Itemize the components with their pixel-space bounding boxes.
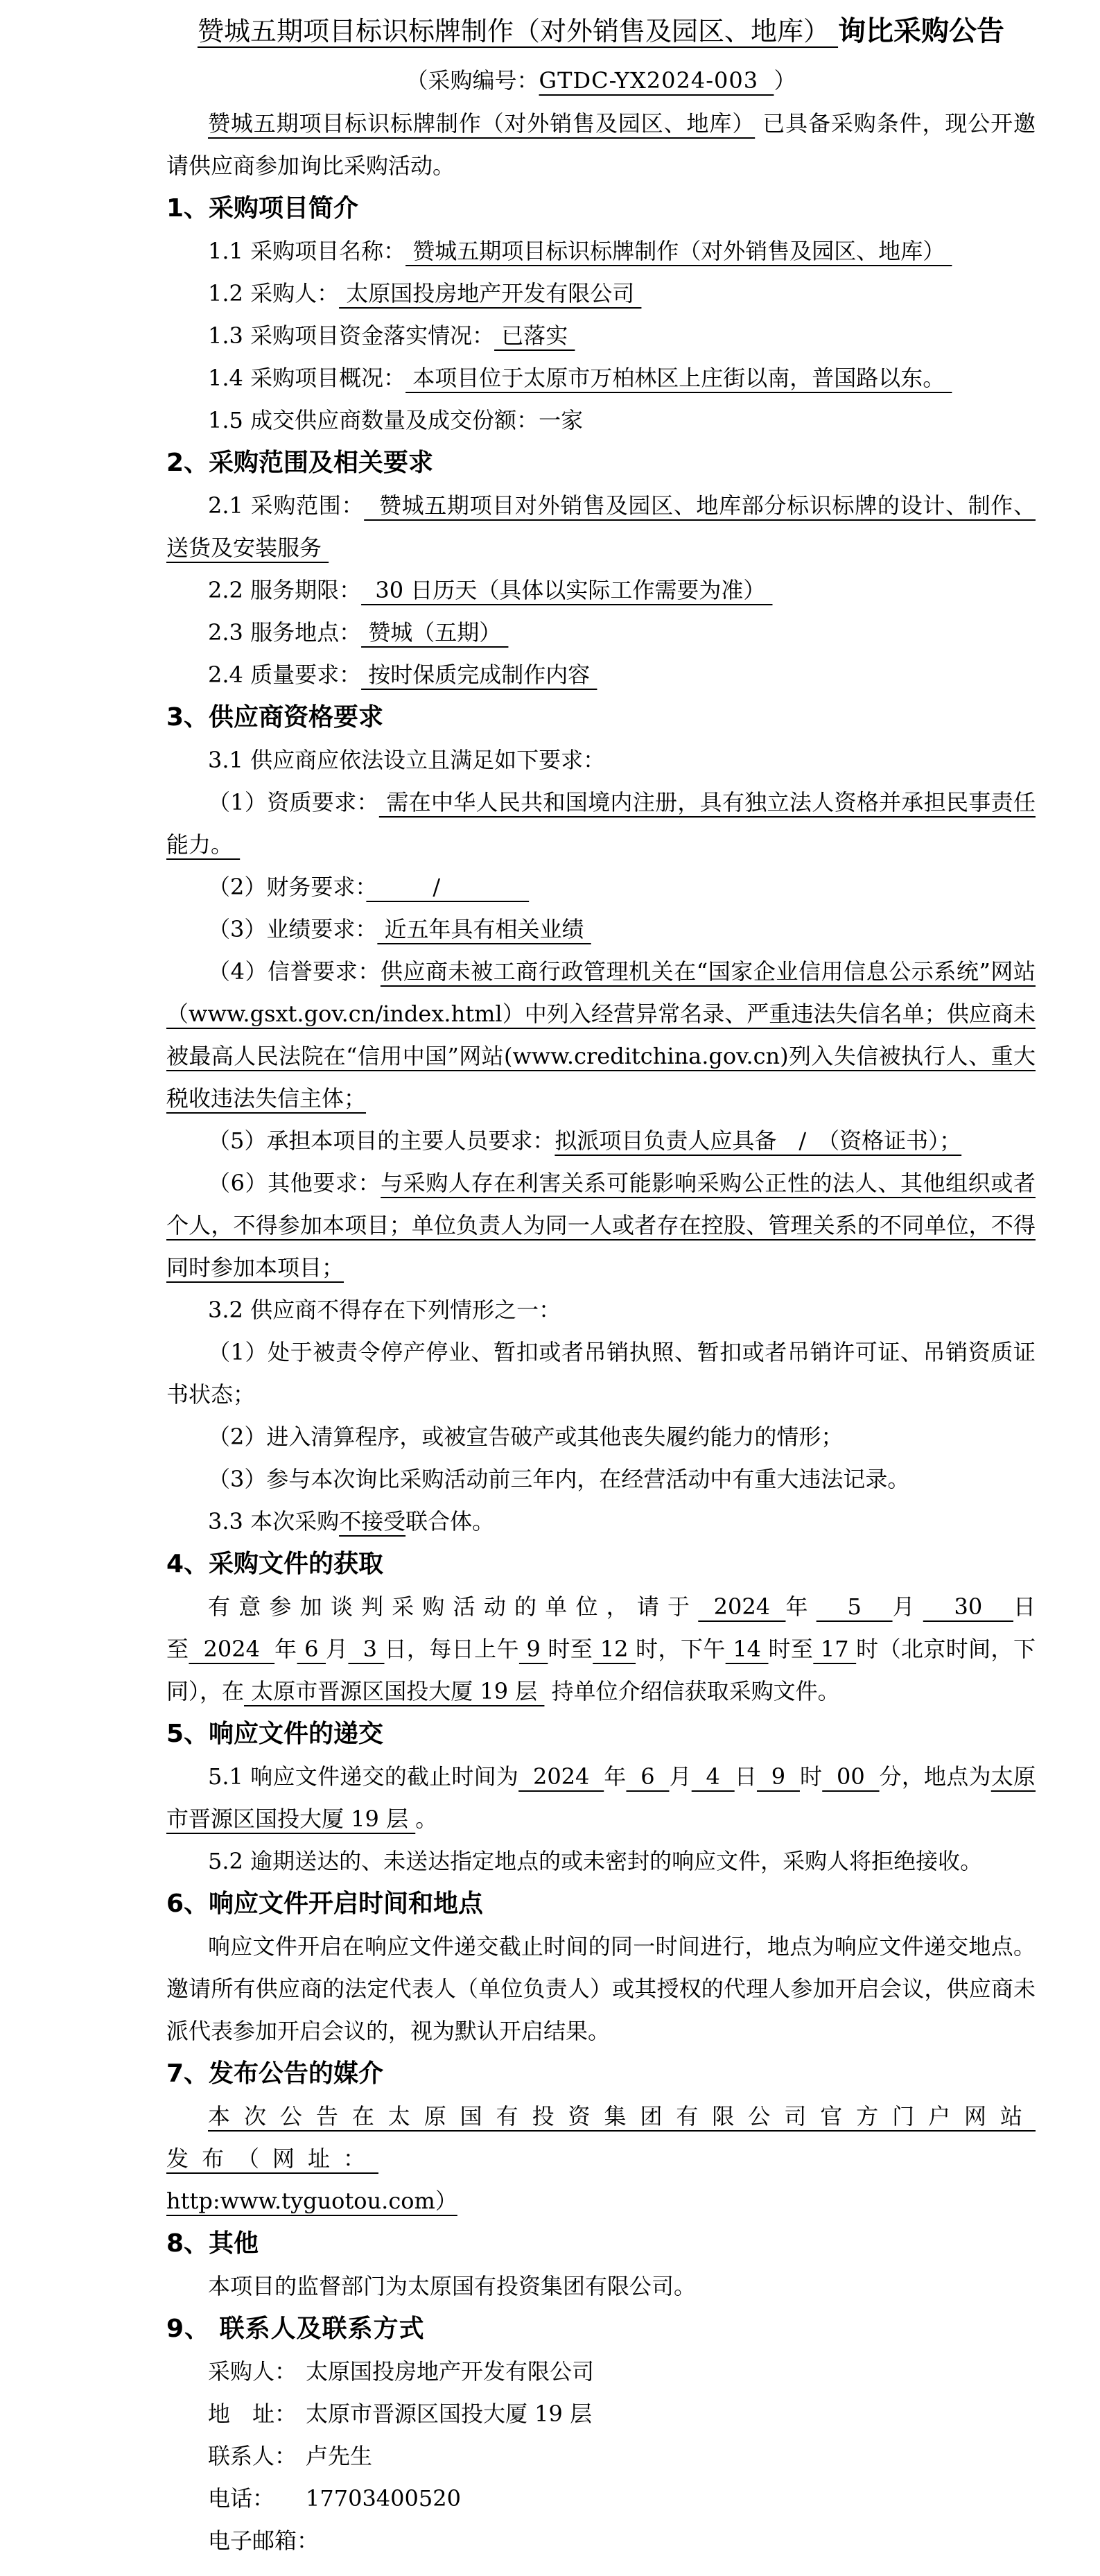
item-3-3 — [166, 1501, 1036, 1543]
qualification-requirement-3 — [166, 908, 1036, 951]
item-1-3-label: 1.3 采购项目资金落实情况： — [208, 322, 495, 349]
item-1-4-label: 1.4 采购项目概况： — [208, 365, 406, 391]
intro-paragraph — [166, 103, 1036, 187]
q3-value: 近五年具有相关业绩 — [377, 916, 591, 942]
announcement-media-line-1 — [166, 2095, 1036, 2180]
item-3-3-post: 联合体。 — [405, 1508, 495, 1535]
q4-value: 供应商未被工商行政管理机关在“国家企业信用信息公示系统”网站（www.gsxt.gov.cn/index.html）中列入经营异常名录、严重违法失信名单；供应商未被最高人民法院在“信用中国”网站(www.creditchina.gov.cn)列入失信被执行人、重大税收违法失信主体； — [166, 958, 1036, 1112]
s5-text-5: 时 — [799, 1763, 823, 1790]
announcement-media-line-2 — [166, 2180, 1036, 2222]
contact-address-label: 地 址： — [208, 2401, 297, 2427]
item-2-3 — [166, 612, 1036, 654]
item-1-4 — [166, 357, 1036, 399]
s4-text-9: 时，下午 — [636, 1636, 726, 1662]
item-1-4-value: 本项目位于太原市万柏林区上庄街以南，普国路以东。 — [405, 365, 952, 391]
section-7-heading: 7、发布公告的媒介 — [166, 2059, 384, 2088]
item-5-2: 5.2 逾期送达的、未送达指定地点的或未密封的响应文件，采购人将拒绝接收。 — [208, 1848, 983, 1874]
q4-label: （4）信誉要求： — [208, 958, 381, 985]
prohibited-condition-2: （2）进入清算程序，或被宣告破产或其他丧失履约能力的情形； — [208, 1424, 844, 1450]
item-2-2-label: 2.2 服务期限： — [208, 577, 362, 603]
document-acquisition-paragraph — [166, 1586, 1036, 1713]
procurement-code: GTDC-YX2024-003 — [539, 67, 774, 94]
item-2-4-label: 2.4 质量要求： — [208, 662, 362, 688]
s4-text-7: 日，每日上午 — [384, 1636, 519, 1662]
qualification-requirement-5 — [166, 1120, 1036, 1162]
item-2-1 — [166, 485, 1036, 569]
item-1-1 — [166, 230, 1036, 273]
s5-hour: 9 — [756, 1763, 800, 1790]
s5-address: 太原市晋源区国投大厦 19 层 — [166, 1763, 1036, 1832]
media-statement: 本次公告在太原国有投资集团有限公司官方门户网站发布（网址： — [166, 2103, 1036, 2172]
contact-row-address — [166, 2393, 1036, 2435]
contact-phone-label: 电话： — [208, 2485, 275, 2512]
item-1-1-label: 1.1 采购项目名称： — [208, 238, 406, 264]
item-2-1-label: 2.1 采购范围： — [208, 492, 365, 519]
s4-hour-pm-end: 17 — [813, 1636, 857, 1662]
s5-year: 2024 — [518, 1763, 604, 1790]
s4-hour-am-start: 9 — [518, 1636, 548, 1662]
section-6-heading: 6、响应文件开启时间和地点 — [166, 1890, 484, 1918]
item-3-1: 3.1 供应商应依法设立且满足如下要求： — [208, 747, 606, 773]
item-2-2-value: 30 日历天（具体以实际工作需要为准） — [361, 577, 773, 603]
s5-text-6: 分，地点为 — [879, 1763, 991, 1790]
supervision-paragraph: 本项目的监督部门为太原国有投资集团有限公司。 — [208, 2273, 697, 2299]
s5-day: 4 — [691, 1763, 735, 1790]
q1-value: 需在中华人民共和国境内注册，具有独立法人资格并承担民事责任能力。 — [166, 789, 1036, 858]
item-2-4 — [166, 654, 1036, 696]
title-project-name: 赞城五期项目标识标牌制作（对外销售及园区、地库） — [197, 16, 839, 46]
contact-purchaser-value: 太原国投房地产开发有限公司 — [306, 2358, 595, 2385]
s4-text-4: 日至 — [166, 1593, 1036, 1662]
section-5-heading: 5、响应文件的递交 — [166, 1720, 384, 1748]
s4-text-5: 年 — [274, 1636, 297, 1662]
s4-text-1: 有意参加谈判采购活动的单位，请于 — [208, 1593, 699, 1620]
contact-person-label: 联系人： — [208, 2443, 297, 2469]
s5-text-2: 年 — [604, 1763, 627, 1790]
section-1-heading: 1、采购项目简介 — [166, 194, 359, 223]
item-1-2 — [166, 273, 1036, 315]
s4-day-start: 30 — [923, 1593, 1014, 1620]
s4-text-3: 月 — [892, 1593, 923, 1620]
s4-day-end: 3 — [348, 1636, 385, 1662]
section-2-heading: 2、采购范围及相关要求 — [166, 449, 434, 477]
website-url: http:www.tyguotou.com） — [166, 2188, 457, 2214]
title-announcement-type: 询比采购公告 — [838, 15, 1005, 47]
s4-text-10: 时至 — [768, 1636, 814, 1662]
s5-text-1: 5.1 响应文件递交的截止时间为 — [208, 1763, 519, 1790]
item-1-2-label: 1.2 采购人： — [208, 280, 340, 306]
qualification-requirement-1 — [166, 781, 1036, 866]
q6-label: （6）其他要求： — [208, 1170, 381, 1196]
prohibited-condition-3: （3）参与本次询比采购活动前三年内，在经营活动中有重大违法记录。 — [208, 1466, 910, 1492]
opening-time-paragraph: 响应文件开启在响应文件递交截止时间的同一时间进行，地点为响应文件递交地点。邀请所有供应商的法定代表人（单位负责人）或其授权的代理人参加开启会议，供应商未派代表参加开启会议的，视为默认开启结果。 — [166, 1933, 1036, 2044]
s4-text-12: 持单位介绍信获取采购文件。 — [544, 1678, 840, 1704]
s5-text-4: 日 — [734, 1763, 757, 1790]
contact-row-phone — [166, 2478, 1036, 2520]
contact-row-email — [166, 2520, 1036, 2576]
s5-minute: 00 — [822, 1763, 880, 1790]
item-3-3-pre: 3.3 本次采购 — [208, 1508, 340, 1535]
s4-month-end: 6 — [297, 1636, 326, 1662]
section-8-heading: 8、其他 — [166, 2229, 259, 2258]
s4-address: 太原市晋源区国投大厦 19 层 — [244, 1678, 545, 1704]
s4-year-end: 2024 — [189, 1636, 275, 1662]
contact-phone-value: 17703400520 — [306, 2485, 461, 2512]
s4-text-8: 时至 — [548, 1636, 593, 1662]
contact-person-value: 卢先生 — [306, 2443, 373, 2469]
s4-month-start: 5 — [816, 1593, 893, 1620]
prohibited-condition-1: （1）处于被责令停产停业、暂扣或者吊销执照、暂扣或者吊销许可证、吊销资质证书状态； — [166, 1339, 1036, 1408]
q6-value: 与采购人存在利害关系可能影响采购公正性的法人、其他组织或者个人，不得参加本项目；单位负责人为同一人或者存在控股、管理关系的不同单位，不得同时参加本项目； — [166, 1170, 1036, 1281]
item-3-2: 3.2 供应商不得存在下列情形之一： — [208, 1297, 561, 1323]
item-2-3-label: 2.3 服务地点： — [208, 619, 362, 646]
q2-label: （2）财务要求： — [208, 874, 367, 900]
s5-month: 6 — [626, 1763, 670, 1790]
code-suffix: ） — [774, 67, 796, 94]
s4-year-start: 2024 — [698, 1593, 786, 1620]
q1-label: （1）资质要求： — [208, 789, 379, 815]
item-1-2-value: 太原国投房地产开发有限公司 — [339, 280, 642, 306]
item-1-3-value: 已落实 — [494, 322, 575, 349]
item-2-3-value: 赞城（五期） — [361, 619, 509, 646]
contact-row-purchaser — [166, 2351, 1036, 2393]
item-2-1-value: 赞城五期项目对外销售及园区、地库部分标识标牌的设计、制作、送货及安装服务 — [166, 492, 1036, 561]
document-title — [166, 4, 1036, 58]
s5-text-3: 月 — [669, 1763, 692, 1790]
q2-blank-value: / — [366, 874, 530, 900]
section-3-heading: 3、供应商资格要求 — [166, 703, 384, 732]
intro-text: 已具备采购条件，现公开邀请供应商参加询比采购活动。 — [166, 110, 1036, 179]
s4-hour-pm-start: 14 — [725, 1636, 769, 1662]
item-3-3-underlined: 不接受 — [339, 1508, 406, 1535]
item-1-3 — [166, 315, 1036, 357]
contact-address-value: 太原市晋源区国投大厦 19 层 — [306, 2401, 593, 2427]
item-1-5-value: 一家 — [539, 407, 584, 433]
q5-label: （5）承担本项目的主要人员要求： — [208, 1127, 555, 1154]
contact-purchaser-label: 采购人： — [208, 2358, 297, 2385]
s4-hour-am-end: 12 — [593, 1636, 636, 1662]
contact-email-label: 电子邮箱： — [208, 2527, 320, 2554]
item-1-5-label: 1.5 成交供应商数量及成交份额： — [208, 407, 539, 433]
contact-row-person — [166, 2435, 1036, 2478]
s4-text-6: 月 — [326, 1636, 349, 1662]
q3-label: （3）业绩要求： — [208, 916, 378, 942]
intro-project-name: 赞城五期项目标识标牌制作（对外销售及园区、地库） — [208, 110, 756, 137]
code-prefix: （采购编号： — [405, 67, 539, 94]
item-2-2 — [166, 569, 1036, 612]
item-1-1-value: 赞城五期项目标识标牌制作（对外销售及园区、地库） — [405, 238, 952, 264]
qualification-requirement-6 — [166, 1162, 1036, 1289]
procurement-code-line — [166, 58, 1036, 103]
item-5-1 — [166, 1756, 1036, 1840]
s4-text-11: 时（北京时间，下同），在 — [166, 1636, 1036, 1704]
item-2-4-value: 按时保质完成制作内容 — [361, 662, 597, 688]
q5-value: 拟派项目负责人应具备 / （资格证书）； — [555, 1127, 962, 1154]
qualification-requirement-2 — [166, 866, 1036, 908]
item-1-5 — [166, 399, 1036, 442]
qualification-requirement-4 — [166, 951, 1036, 1120]
s4-text-2: 年 — [785, 1593, 817, 1620]
section-9-heading: 9、 联系人及联系方式 — [166, 2315, 425, 2343]
section-4-heading: 4、采购文件的获取 — [166, 1550, 384, 1578]
s5-text-7: 。 — [415, 1806, 438, 1832]
